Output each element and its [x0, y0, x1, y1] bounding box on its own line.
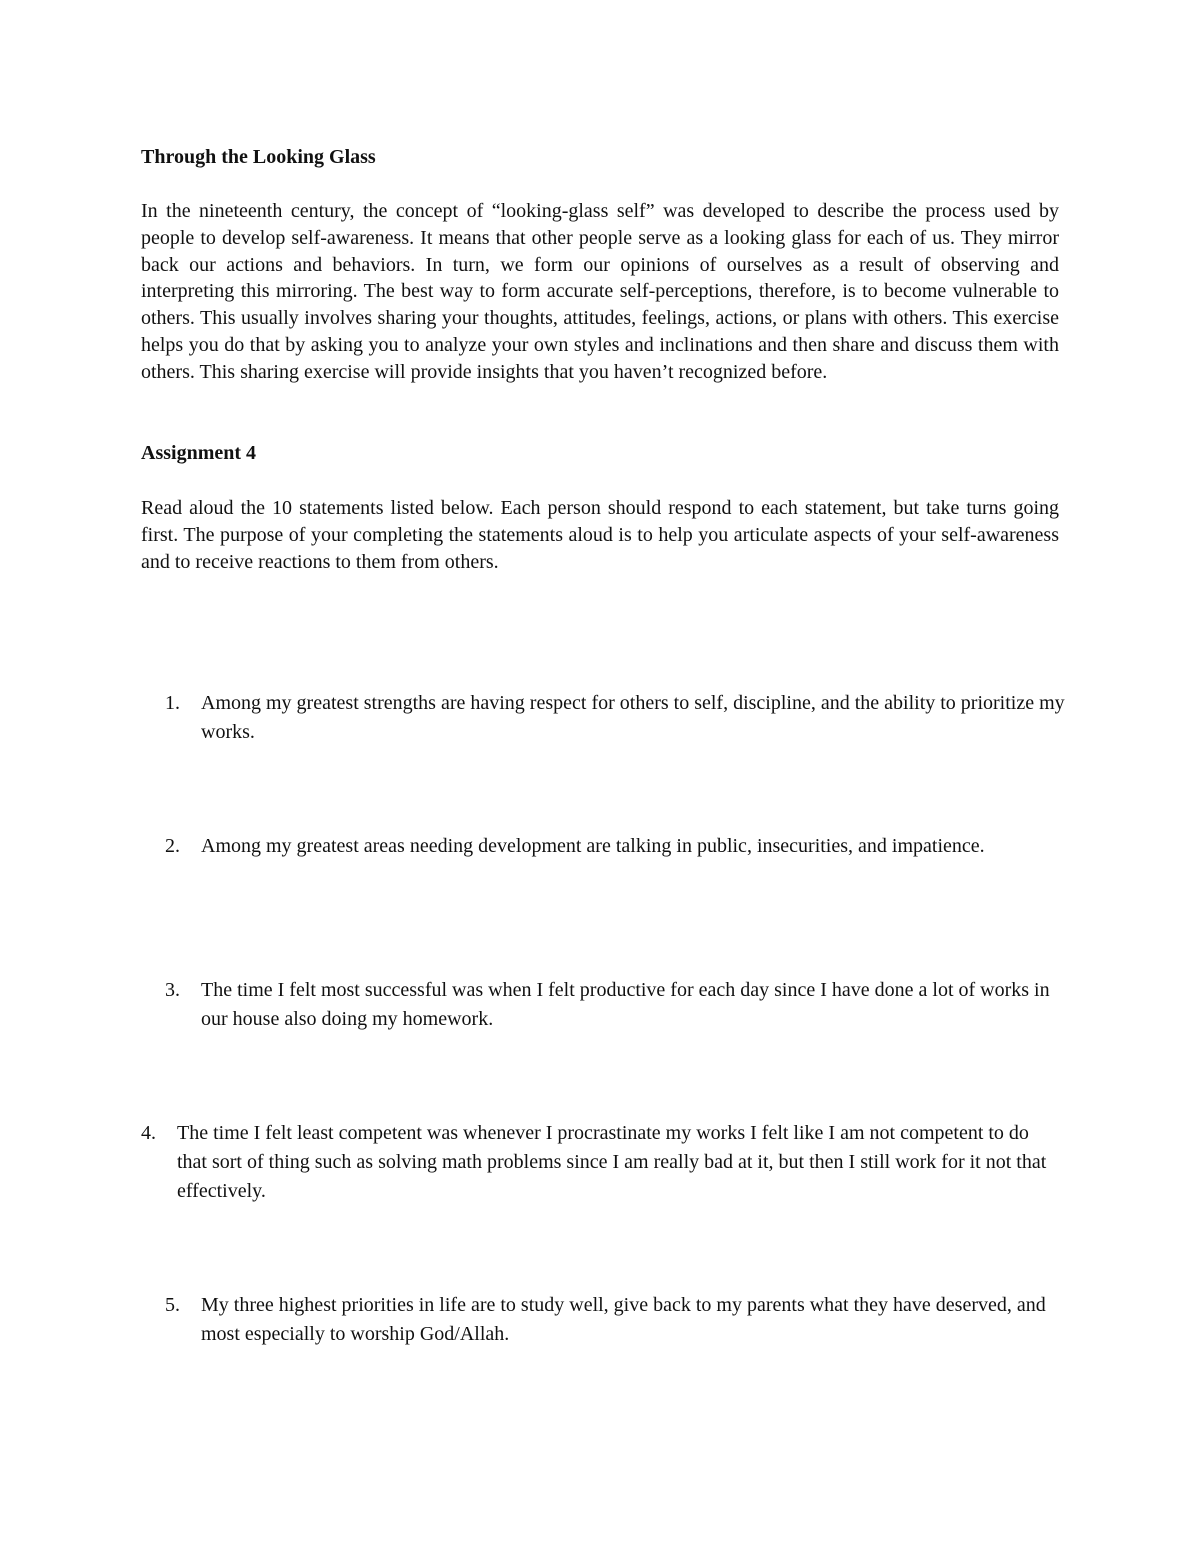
- assignment-heading: Assignment 4: [141, 442, 257, 464]
- document-title: Through the Looking Glass: [141, 146, 376, 168]
- list-item-text: Among my greatest areas needing development are talking in public, insecurities, and impatience.: [201, 835, 985, 857]
- intro-paragraph: In the nineteenth century, the concept of “looking-glass self” was developed to describe the process used by people to develop self-awareness. It means that other people serve as a looking glass for each of us. They mirror back our actions and behaviors. In turn, we form our opinions of ourselves as a result of observing and interpreting this mirroring. The best way to form accurate self-perceptions, therefore, is to become vulnerable to others. This usually involves sharing your thoughts, attitudes, feelings, actions, or plans with others. This exercise helps you do that by asking you to analyze your own styles and inclinations and then share and discuss them with others. This sharing exercise will provide insights that you haven’t recognized before.: [141, 200, 1059, 383]
- list-item-number: 5.: [165, 1294, 180, 1316]
- list-item-number: 3.: [165, 979, 180, 1001]
- list-item: [165, 1291, 1065, 1349]
- list-item-text: My three highest priorities in life are to study well, give back to my parents what they have deserved, and most especially to worship God/Allah.: [201, 1294, 1046, 1345]
- list-item: [165, 689, 1065, 747]
- list-item-number: 2.: [165, 835, 180, 857]
- list-item: [141, 1119, 1061, 1206]
- list-item-number: 4.: [141, 1122, 156, 1144]
- list-item-text: The time I felt most successful was when I felt productive for each day since I have done a lot of works in our house also doing my homework.: [201, 979, 1050, 1030]
- instructions-paragraph: Read aloud the 10 statements listed below. Each person should respond to each statement, but take turns going first. The purpose of your completing the statements aloud is to help you articulate aspects of your self-awareness and to receive reactions to them from others.: [141, 497, 1059, 573]
- list-item-text: The time I felt least competent was whenever I procrastinate my works I felt like I am not competent to do that sort of thing such as solving math problems since I am really bad at it, but then I still work for it not that effectively.: [177, 1122, 1047, 1202]
- list-item: [165, 976, 1065, 1034]
- list-item-number: 1.: [165, 692, 180, 714]
- list-item-text: Among my greatest strengths are having respect for others to self, discipline, and the ability to prioritize my works.: [201, 692, 1065, 743]
- list-item: [165, 832, 1065, 861]
